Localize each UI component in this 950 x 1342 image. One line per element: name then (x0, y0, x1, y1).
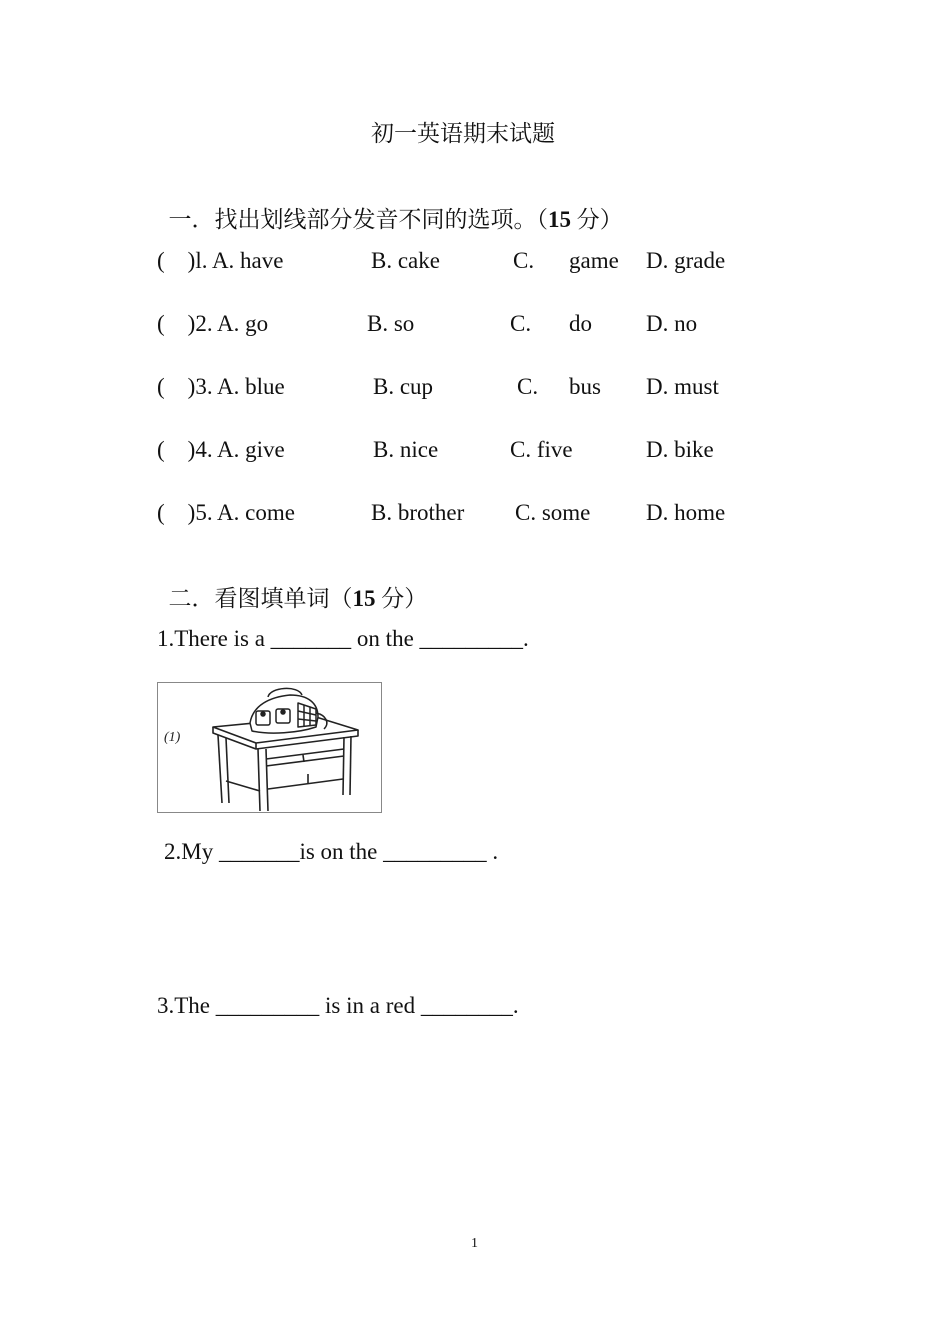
section-2-heading (157, 564, 427, 610)
figure-label: (1) (164, 730, 181, 745)
question-3-option-c-word: bus (569, 374, 601, 399)
question-1-option-c-label: C. (513, 248, 535, 273)
question-2-option-c-label: C. (510, 311, 532, 336)
question-1-option-c-word: game (569, 248, 619, 273)
question-2-option-b: B. so (367, 311, 415, 336)
section-1-score: 15 (548, 207, 571, 232)
question-4-option-b: B. nice (373, 437, 439, 462)
question-5-stem: ( )5. A. come (157, 500, 295, 525)
section-2-heading-text: 二．看图填单词（ (168, 586, 353, 611)
question-1-option-b: B. cake (371, 248, 440, 273)
section-1-heading (157, 185, 623, 231)
page-title: 初一英语期末试题 (371, 121, 555, 146)
desk-with-bag-figure (157, 682, 382, 813)
question-2-option-c-word: do (569, 311, 592, 336)
question-1-stem: ( )l. A. have (157, 248, 284, 273)
question-2-option-d: D. no (646, 311, 698, 336)
bag-drawing (250, 688, 327, 733)
question-4-stem: ( )4. A. give (157, 437, 285, 462)
fill-item-1: 1.There is a _______ on the _________. (157, 626, 529, 651)
fill-item-3: 3.The _________ is in a red ________. (157, 993, 519, 1018)
question-3-option-b: B. cup (373, 374, 434, 399)
section-1-heading-suffix: 分） (571, 207, 623, 232)
desk-bag-illustration (158, 683, 381, 812)
question-3-option-d: D. must (646, 374, 719, 399)
question-4-option-d: D. bike (646, 437, 714, 462)
section-2-score: 15 (352, 586, 376, 611)
question-3-stem: ( )3. A. blue (157, 374, 285, 399)
question-5-option-c: C. some (515, 500, 591, 525)
page-number: 1 (471, 1236, 478, 1251)
question-4-option-c: C. five (510, 437, 573, 462)
question-5-option-b: B. brother (371, 500, 465, 525)
question-2-stem: ( )2. A. go (157, 311, 269, 336)
fill-item-2: 2.My _______is on the _________ . (164, 839, 499, 864)
section-1-heading-text: 一．找出划线部分发音不同的选项。（ (168, 207, 548, 232)
question-3-option-c-label: C. (517, 374, 539, 399)
question-5-option-d: D. home (646, 500, 726, 525)
section-2-heading-suffix: 分） (375, 586, 428, 611)
question-1-option-d: D. grade (646, 248, 726, 273)
